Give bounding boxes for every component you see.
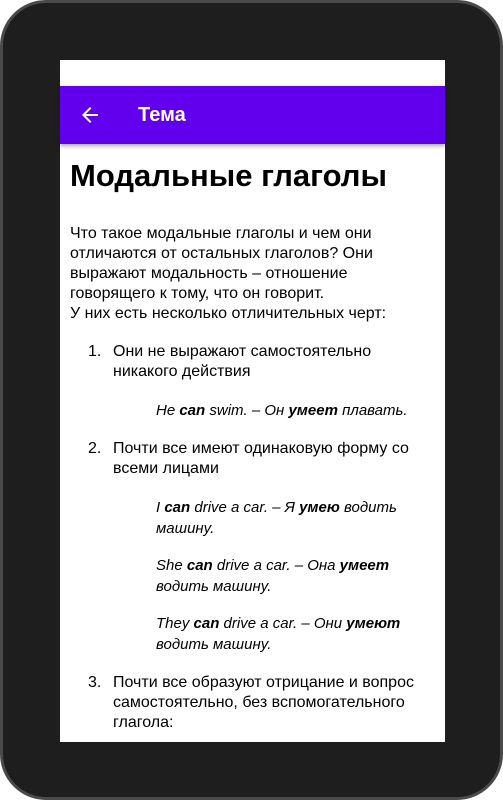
article-intro: [70, 224, 435, 324]
feature-item: [70, 342, 435, 421]
article-content[interactable]: [60, 144, 445, 742]
intro-paragraph: Что такое модальные глаголы и чем они отличаются от остальных глаголов? Они выражают модальность – отношение говорящего к тому, что он говорит.: [70, 225, 373, 302]
example-emphasis: умеет: [288, 402, 338, 419]
example-emphasis: умею: [299, 499, 340, 516]
example-text: drive a car. – Она: [212, 557, 340, 574]
example-emphasis: умеют: [346, 615, 401, 632]
example-text: I: [156, 499, 165, 516]
feature-text: Почти все имеют одинаковую форму со всеми лицами: [113, 440, 409, 477]
example-sentence: [156, 497, 435, 539]
example-text: плавать.: [337, 402, 408, 419]
feature-number: 2.: [88, 440, 102, 457]
arrow-back-icon[interactable]: [78, 103, 102, 127]
example-text: водить машину.: [156, 578, 272, 595]
example-text: водить машину.: [156, 636, 272, 653]
example-sentence: [156, 400, 435, 421]
example-text: She: [156, 557, 187, 574]
example-emphasis: умеет: [339, 557, 390, 574]
app-bar-title: Тема: [138, 104, 186, 126]
page-title: Модальные глаголы: [70, 158, 387, 193]
features-list: [70, 342, 435, 733]
feature-text: Они не выражают самостоятельно никакого действия: [113, 343, 372, 380]
example-text: swim. – Он: [205, 402, 289, 419]
example-text: They: [156, 615, 194, 632]
feature-number: 3.: [88, 674, 102, 691]
example-emphasis: can: [164, 499, 191, 516]
app-bar: [60, 86, 445, 144]
example-text: drive a car. – Я: [190, 499, 300, 516]
feature-item: [70, 673, 435, 733]
example-emphasis: can: [186, 557, 213, 574]
feature-number: 1.: [88, 343, 102, 360]
example-emphasis: can: [179, 402, 206, 419]
example-sentence: [156, 555, 435, 597]
example-text: drive a car. – Они: [219, 615, 347, 632]
feature-text: Почти все образуют отрицание и вопрос самостоятельно, без вспомогательного глагола:: [113, 674, 414, 731]
intro-paragraph: У них есть несколько отличительных черт:: [70, 305, 387, 322]
example-emphasis: can: [193, 615, 220, 632]
feature-item: [70, 439, 435, 655]
example-text: He: [156, 402, 180, 419]
example-sentence: [156, 613, 435, 655]
example-text: водить машину.: [156, 499, 397, 537]
